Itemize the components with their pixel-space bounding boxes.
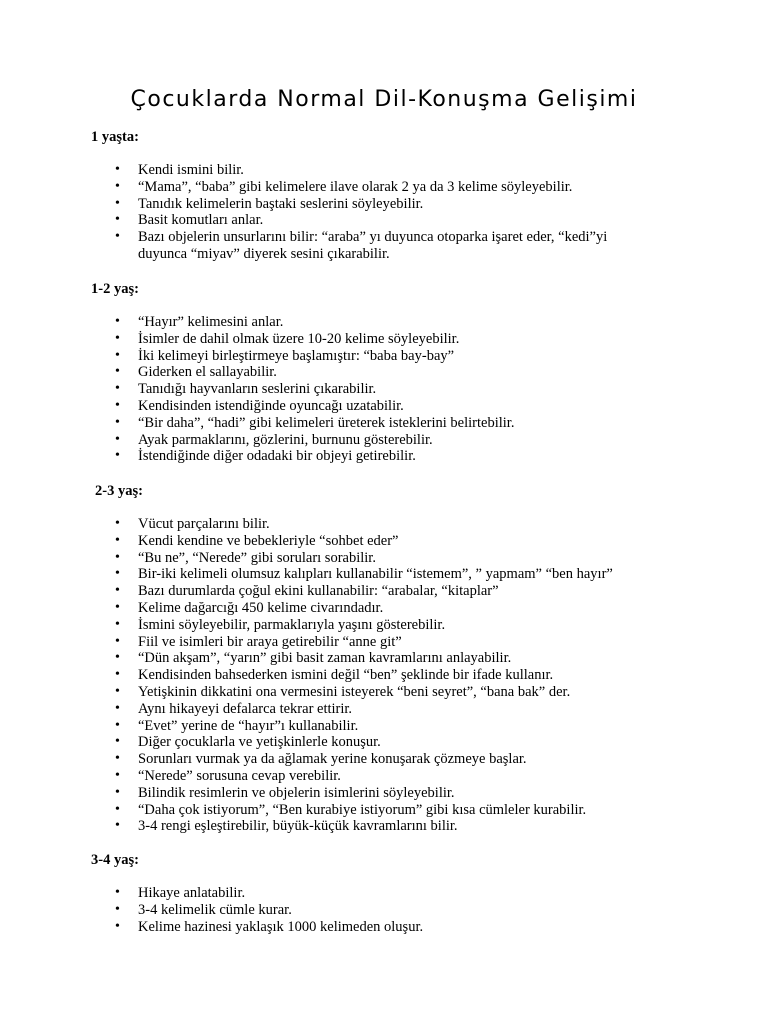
list-item	[0, 902, 650, 919]
bullet-icon: •	[115, 549, 120, 565]
list-item	[0, 634, 650, 651]
list-item-text: Hikaye anlatabilir.	[138, 885, 246, 901]
bullet-icon: •	[115, 885, 120, 900]
list-item	[0, 785, 650, 802]
bullet-icon: •	[115, 566, 120, 582]
list-item	[0, 919, 650, 936]
list-item-text: Basit komutları anlar.	[138, 212, 264, 229]
list-item	[0, 768, 650, 785]
section-heading: 3-4 yaş:	[91, 852, 139, 868]
list-item-text: “Bir daha”, “hadi” gibi kelimeleri üreterek isteklerini belirtebilir.	[138, 414, 515, 431]
bullet-icon: •	[115, 784, 120, 800]
bullet-icon: •	[115, 918, 120, 934]
list-item-text: Yetişkinin dikkatini ona vermesini isteyerek “beni seyret”, “bana bak” der.	[138, 683, 571, 700]
list-item	[0, 818, 650, 835]
list-item	[0, 196, 650, 213]
list-item-text: Tanıdık kelimelerin baştaki seslerini söyleyebilir.	[138, 195, 424, 212]
list-item	[0, 734, 650, 751]
list-item-text: Bir-iki kelimeli olumsuz kalıpları kullanabilir “istemem”, ” yapmam” “ben hayır”	[138, 566, 613, 583]
list-item-text: İstendiğinde diğer odadaki bir objeyi getirebilir.	[138, 448, 416, 465]
bullet-icon: •	[115, 195, 120, 211]
bullet-icon: •	[115, 364, 120, 380]
bullet-icon: •	[115, 314, 120, 329]
list-item-text: Bazı durumlarda çoğul ekini kullanabilir: “arabalar, “kitaplar”	[138, 583, 499, 600]
list-item	[0, 701, 650, 718]
list-item-text: “Daha çok istiyorum”, “Ben kurabiye istiyorum” gibi kısa cümleler kurabilir.	[138, 801, 587, 818]
bullet-icon: •	[115, 448, 120, 464]
list-item	[0, 617, 650, 634]
list-item-text: Kendi ismini bilir.	[138, 162, 244, 178]
list-item	[0, 650, 650, 667]
bullet-list	[0, 162, 650, 263]
list-item	[0, 314, 650, 331]
list-item-text: Fiil ve isimleri bir araya getirebilir “anne git”	[138, 633, 402, 650]
bullet-icon: •	[115, 683, 120, 699]
list-item	[0, 381, 650, 398]
list-item	[0, 162, 650, 179]
list-item	[0, 718, 650, 735]
list-item	[0, 448, 650, 465]
list-item	[0, 667, 650, 684]
bullet-icon: •	[115, 633, 120, 649]
list-item-text: Kendisinden istendiğinde oyuncağı uzatabilir.	[138, 397, 404, 414]
list-item	[0, 364, 650, 381]
bullet-icon: •	[115, 599, 120, 615]
bullet-icon: •	[115, 616, 120, 632]
bullet-icon: •	[115, 330, 120, 346]
list-item-text: 3-4 kelimelik cümle kurar.	[138, 901, 292, 918]
bullet-icon: •	[115, 381, 120, 397]
list-item-text: İsimler de dahil olmak üzere 10-20 kelime söyleyebilir.	[138, 330, 460, 347]
list-item-text: Vücut parçalarını bilir.	[138, 516, 270, 532]
list-item	[0, 751, 650, 768]
bullet-icon: •	[115, 516, 120, 531]
bullet-icon: •	[115, 397, 120, 413]
bullet-icon: •	[115, 212, 120, 228]
bullet-icon: •	[115, 431, 120, 447]
list-item	[0, 348, 650, 365]
list-item-text: “Bu ne”, “Nerede” gibi soruları sorabilir.	[138, 549, 376, 566]
list-item-text: “Hayır” kelimesini anlar.	[138, 314, 284, 330]
bullet-icon: •	[115, 818, 120, 834]
list-item	[0, 583, 650, 600]
section-heading: 1-2 yaş:	[91, 281, 139, 297]
list-item	[0, 885, 650, 902]
list-item	[0, 550, 650, 567]
bullet-icon: •	[115, 583, 120, 599]
bullet-list	[0, 314, 650, 465]
page-title: Çocuklarda Normal Dil-Konuşma Gelişimi	[130, 87, 638, 112]
list-item-text: Kelime hazinesi yaklaşık 1000 kelimeden oluşur.	[138, 918, 424, 935]
list-item	[0, 533, 650, 550]
list-item	[0, 566, 650, 583]
list-item-text: Tanıdığı hayvanların seslerini çıkarabilir.	[138, 381, 377, 398]
bullet-icon: •	[115, 767, 120, 783]
bullet-icon: •	[115, 901, 120, 917]
bullet-icon: •	[115, 751, 120, 767]
bullet-icon: •	[115, 347, 120, 363]
list-item-text: Kendi kendine ve bebekleriyle “sohbet eder”	[138, 532, 399, 549]
list-item	[0, 229, 650, 263]
list-item	[0, 516, 650, 533]
list-item	[0, 415, 650, 432]
list-item	[0, 212, 650, 229]
list-item-text: “Mama”, “baba” gibi kelimelere ilave olarak 2 ya da 3 kelime söyleyebilir.	[138, 178, 573, 195]
bullet-icon: •	[115, 162, 120, 177]
list-item-text: İki kelimeyi birleştirmeye başlamıştır: “baba bay-bay”	[138, 347, 455, 364]
list-item	[0, 802, 650, 819]
bullet-icon: •	[115, 178, 120, 194]
list-item-text: Bilindik resimlerin ve objelerin isimlerini söyleyebilir.	[138, 784, 455, 801]
list-item-text: “Evet” yerine de “hayır”ı kullanabilir.	[138, 717, 359, 734]
list-item-text: Giderken el sallayabilir.	[138, 364, 277, 381]
bullet-list	[0, 516, 650, 835]
list-item	[0, 398, 650, 415]
list-item-text: Sorunları vurmak ya da ağlamak yerine konuşarak çözmeye başlar.	[138, 751, 527, 768]
list-item-text: Kendisinden bahsederken ismini değil “ben” şeklinde bir ifade kullanır.	[138, 667, 554, 684]
list-item-text: “Dün akşam”, “yarın” gibi basit zaman kavramlarını anlayabilir.	[138, 650, 512, 667]
list-item-text: Bazı objelerin unsurlarını bilir: “araba” yı duyunca otoparka işaret eder, “kedi”yi duyunca “miyav” diyerek sesini çıkarabilir.	[138, 229, 608, 262]
bullet-icon: •	[115, 667, 120, 683]
bullet-icon: •	[115, 734, 120, 750]
bullet-icon: •	[115, 650, 120, 666]
bullet-icon: •	[115, 229, 120, 245]
section-heading: 2-3 yaş:	[95, 483, 143, 499]
bullet-list	[0, 885, 650, 935]
list-item-text: “Nerede” sorusuna cevap verebilir.	[138, 767, 341, 784]
list-item-text: Diğer çocuklarla ve yetişkinlerle konuşur.	[138, 734, 381, 751]
list-item	[0, 684, 650, 701]
list-item-text: Aynı hikayeyi defalarca tekrar ettirir.	[138, 700, 353, 717]
list-item	[0, 331, 650, 348]
bullet-icon: •	[115, 700, 120, 716]
bullet-icon: •	[115, 532, 120, 548]
list-item-text: Ayak parmaklarını, gözlerini, burnunu gösterebilir.	[138, 431, 433, 448]
list-item	[0, 432, 650, 449]
list-item-text: Kelime dağarcığı 450 kelime civarındadır.	[138, 599, 384, 616]
bullet-icon: •	[115, 717, 120, 733]
list-item-text: 3-4 rengi eşleştirebilir, büyük-küçük kavramlarını bilir.	[138, 818, 458, 835]
list-item	[0, 600, 650, 617]
list-item	[0, 179, 650, 196]
section-heading: 1 yaşta:	[91, 129, 139, 145]
bullet-icon: •	[115, 414, 120, 430]
bullet-icon: •	[115, 801, 120, 817]
list-item-text: İsmini söyleyebilir, parmaklarıyla yaşını gösterebilir.	[138, 616, 446, 633]
